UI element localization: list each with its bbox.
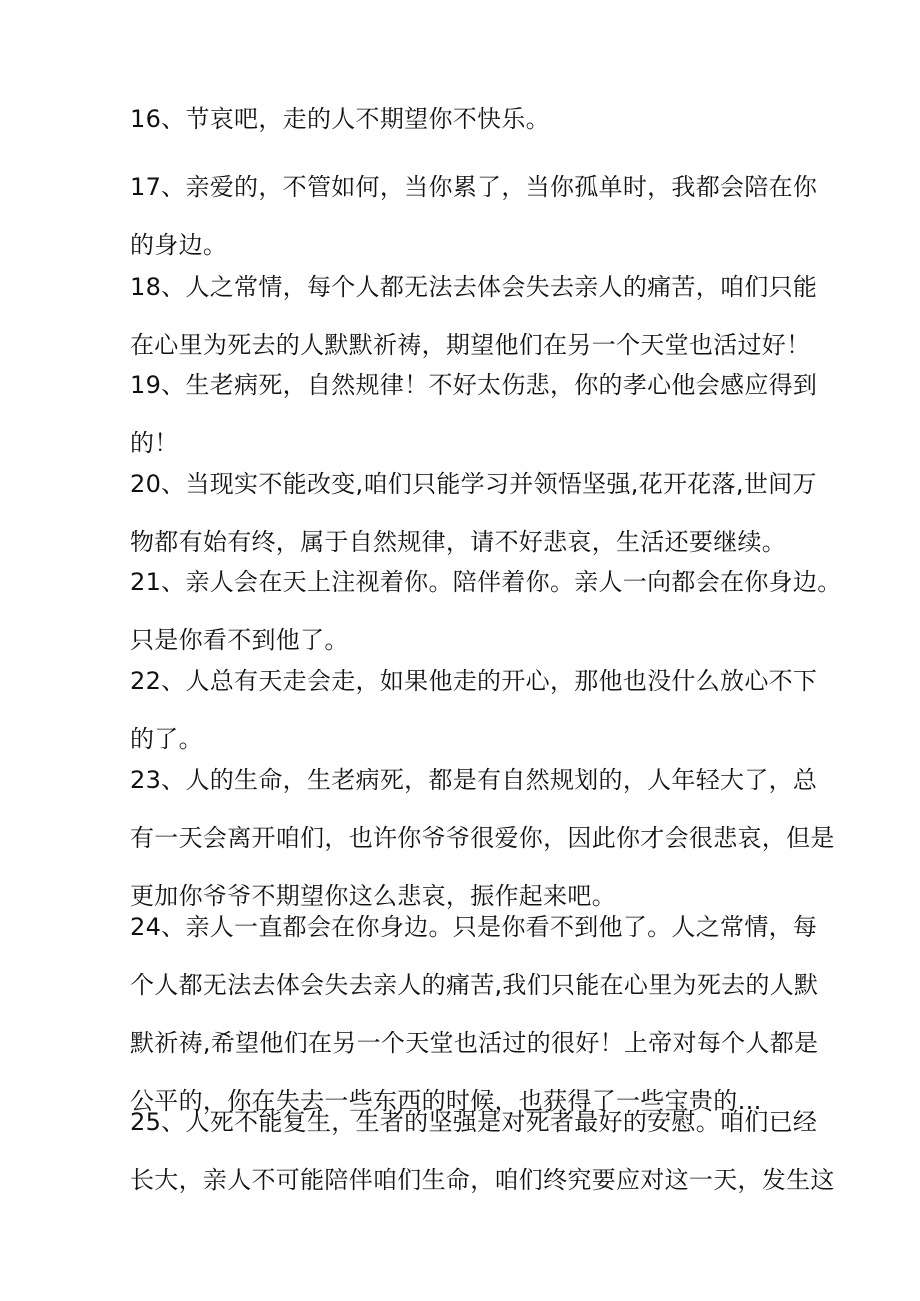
entry-25 [130, 1093, 835, 1209]
entry-line: 公平的，你在失去一些东西的时候，也获得了一些宝贵的… [130, 1087, 762, 1115]
entry-line: 的了。 [130, 725, 203, 753]
entry-line: 21、亲人会在天上注视着你。陪伴着你。亲人一向都会在你身边。 [130, 568, 842, 596]
entry-16 [130, 90, 800, 148]
entry-line: 25、人死不能复生，生者的坚强是对死者最好的安慰。咱们已经 [130, 1108, 818, 1136]
entry-line: 18、人之常情，每个人都无法去体会失去亲人的痛苦，咱们只能 [130, 273, 818, 301]
entry-line: 默祈祷,希望他们在另一个天堂也活过的很好！上帝对每个人都是 [130, 1029, 819, 1057]
entry-line: 在心里为死去的人默默祈祷，期望他们在另一个天堂也活过好！ [130, 331, 811, 359]
entry-line: 17、亲爱的，不管如何，当你累了，当你孤单时，我都会陪在你 [130, 173, 818, 201]
entry-line: 24、亲人一直都会在你身边。只是你看不到他了。人之常情，每 [130, 913, 818, 941]
entry-line: 20、当现实不能改变,咱们只能学习并领悟坚强,花开花落,世间万 [130, 470, 817, 498]
entry-line: 物都有始有终，属于自然规律，请不好悲哀，生活还要继续。 [130, 528, 787, 556]
entry-line: 19、生老病死，自然规律！不好太伤悲，你的孝心他会感应得到 [130, 371, 818, 399]
entry-line: 的！ [130, 429, 179, 457]
entry-line: 22、人总有天走会走，如果他走的开心，那他也没什么放心不下 [130, 667, 818, 695]
entry-line: 个人都无法去体会失去亲人的痛苦,我们只能在心里为死去的人默 [130, 971, 819, 999]
entry-line: 23、人的生命，生老病死，都是有自然规划的，人年轻大了，总 [130, 766, 818, 794]
entry-line: 更加你爷爷不期望你这么悲哀，振作起来吧。 [130, 882, 616, 910]
entry-line: 长大，亲人不可能陪伴咱们生命，咱们终究要应对这一天，发生这 [130, 1166, 835, 1194]
entry-line: 16、节哀吧，走的人不期望你不快乐。 [130, 105, 550, 133]
entry-line: 有一天会离开咱们，也许你爷爷很爱你，因此你才会很悲哀，但是 [130, 824, 835, 852]
entry-17 [130, 158, 818, 274]
entry-line: 的身边。 [130, 231, 228, 259]
entry-line: 只是你看不到他了。 [130, 626, 349, 654]
